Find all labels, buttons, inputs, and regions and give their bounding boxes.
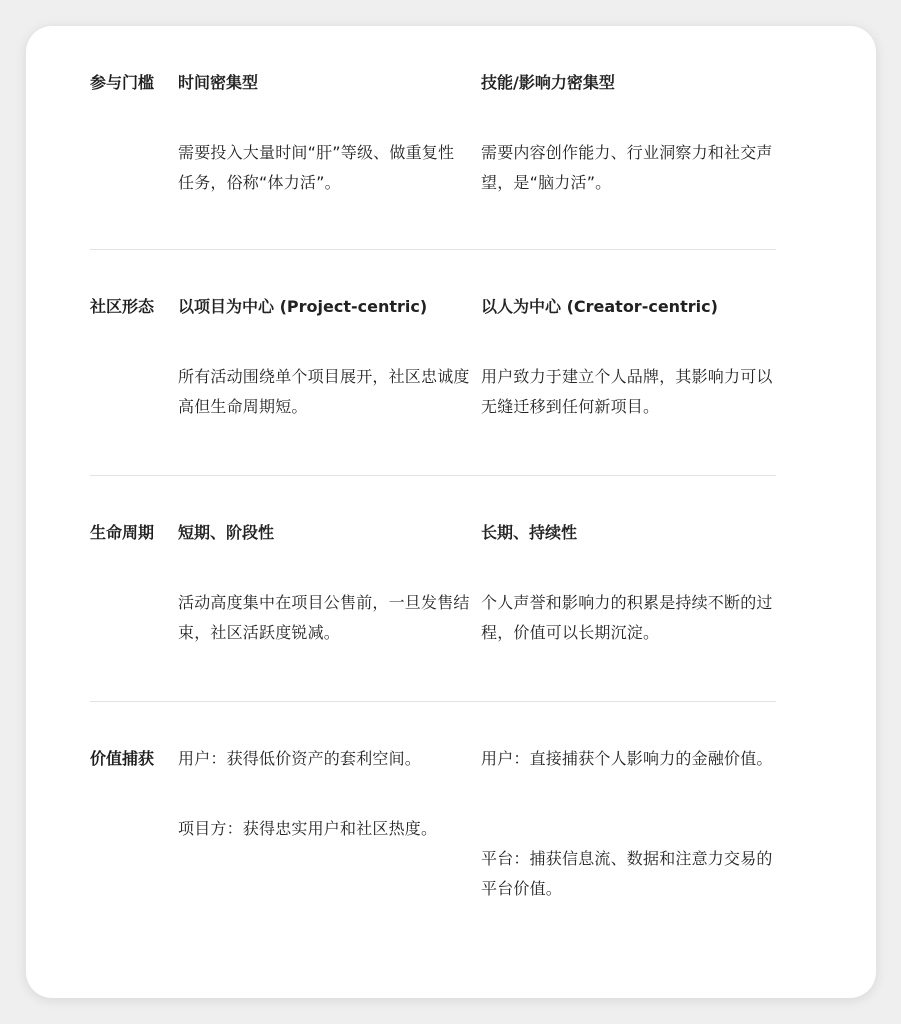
row-community-form <box>90 250 776 476</box>
comparison-card <box>26 26 876 998</box>
cell-item-b-2: 平台：捕获信息流、数据和注意力交易的平台价值。 <box>481 849 773 898</box>
cell-heading-b: 以人为中心 (Creator-centric) <box>481 297 718 316</box>
row-label: 社区形态 <box>90 297 155 316</box>
cell-heading-a: 以项目为中心 (Project-centric) <box>178 297 428 316</box>
cell-text-a: 需要投入大量时间“肝”等级、做重复性任务，俗称“体力活”。 <box>178 143 455 192</box>
cell-item-b-1: 用户：直接捕获个人影响力的金融价值。 <box>481 749 773 768</box>
cell-heading-b: 长期、持续性 <box>481 523 578 542</box>
cell-heading-a: 时间密集型 <box>178 73 259 92</box>
cell-text-a: 活动高度集中在项目公售前，一旦发售结束，社区活跃度锐减。 <box>178 593 470 642</box>
cell-item-a-1: 用户：获得低价资产的套利空间。 <box>178 749 422 768</box>
row-label: 参与门槛 <box>90 73 155 92</box>
row-value-capture <box>90 702 776 972</box>
comparison-table <box>90 26 776 972</box>
cell-item-a-2: 项目方：获得忠实用户和社区热度。 <box>178 819 438 838</box>
row-label: 生命周期 <box>90 523 155 542</box>
cell-text-a: 所有活动围绕单个项目展开，社区忠诚度高但生命周期短。 <box>178 367 470 416</box>
row-label: 价值捕获 <box>90 749 155 768</box>
cell-heading-b: 技能/影响力密集型 <box>481 73 615 92</box>
cell-heading-a: 短期、阶段性 <box>178 523 275 542</box>
row-participation-threshold <box>90 26 776 250</box>
row-lifecycle <box>90 476 776 702</box>
cell-text-b: 用户致力于建立个人品牌，其影响力可以无缝迁移到任何新项目。 <box>481 367 773 416</box>
cell-text-b: 需要内容创作能力、行业洞察力和社交声望，是“脑力活”。 <box>481 143 773 192</box>
cell-text-b: 个人声誉和影响力的积累是持续不断的过程，价值可以长期沉淀。 <box>481 593 773 642</box>
